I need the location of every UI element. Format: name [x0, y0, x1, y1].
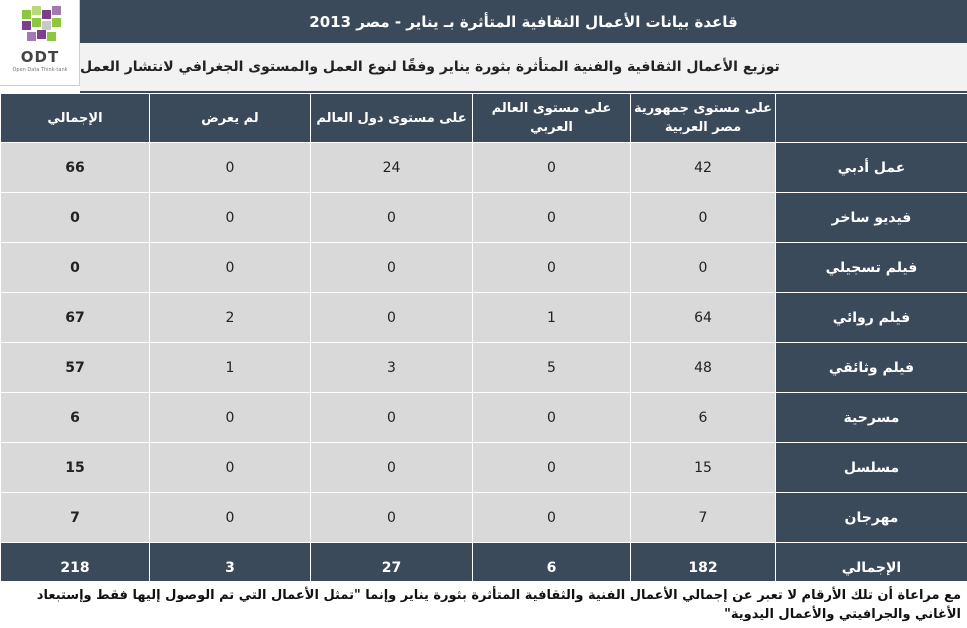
table-cell: 48: [631, 343, 776, 393]
row-label: عمل أدبي: [776, 143, 967, 193]
row-total-cell: 66: [1, 143, 150, 193]
table-cell: 7: [631, 493, 776, 543]
table-cell: 24: [311, 143, 473, 193]
table-row: [1, 343, 967, 393]
row-total-cell: 67: [1, 293, 150, 343]
table-cell: 1: [473, 293, 631, 343]
table-cell: 0: [473, 393, 631, 443]
column-header: [776, 94, 967, 143]
table-cell: 0: [150, 193, 311, 243]
table-cell: 0: [473, 143, 631, 193]
data-table: [0, 93, 967, 593]
table-cell: 0: [150, 243, 311, 293]
row-label: مسرحية: [776, 393, 967, 443]
column-header: على مستوى دول العالم: [311, 94, 473, 143]
row-label: فيديو ساخر: [776, 193, 967, 243]
table-cell: 6: [631, 393, 776, 443]
table-cell: 0: [473, 243, 631, 293]
table-cell: 1: [150, 343, 311, 393]
table-cell: 2: [150, 293, 311, 343]
table-cell: 15: [631, 443, 776, 493]
table-cell: 0: [311, 393, 473, 443]
logo-text: ODT: [20, 48, 60, 66]
footnote: مع مراعاة أن تلك الأرقام لا تعبر عن إجمالي الأعمال الفنية والثقافية المتأثرة بثورة يناير وإنما "تمثل الأعمال التي تم الوصول إليها فقط وإستبعاد الأغاني والجرافيتي والأعمال اليدوية": [0, 581, 967, 628]
total-cell: 6: [473, 543, 631, 593]
table-cell: 0: [150, 393, 311, 443]
column-header: الإجمالي: [1, 94, 150, 143]
table-row: [1, 243, 967, 293]
table-cell: 0: [311, 243, 473, 293]
table-cell: 0: [150, 143, 311, 193]
page-subtitle: توزيع الأعمال الثقافية والفنية المتأثرة بثورة يناير وفقًا لنوع العمل والمستوى الجغرافي لانتشار العمل: [80, 43, 967, 93]
grand-total-cell: 218: [1, 543, 150, 593]
column-header: على مستوى جمهورية مصر العربية: [631, 94, 776, 143]
row-total-cell: 6: [1, 393, 150, 443]
table-row: [1, 293, 967, 343]
table-header-row: [1, 94, 967, 143]
table-row: [1, 143, 967, 193]
total-cell: 27: [311, 543, 473, 593]
table-cell: 0: [311, 193, 473, 243]
table-cell: 0: [631, 243, 776, 293]
table-row: [1, 443, 967, 493]
row-label: فيلم تسجيلي: [776, 243, 967, 293]
column-header: لم يعرض: [150, 94, 311, 143]
row-label: مسلسل: [776, 443, 967, 493]
row-total-cell: 0: [1, 193, 150, 243]
row-label: فيلم روائي: [776, 293, 967, 343]
row-label: مهرجان: [776, 493, 967, 543]
table-cell: 5: [473, 343, 631, 393]
table-row: [1, 493, 967, 543]
table-cell: 0: [311, 443, 473, 493]
table-cell: 0: [311, 493, 473, 543]
total-cell: 3: [150, 543, 311, 593]
page-title: قاعدة بيانات الأعمال الثقافية المتأثرة بـ يناير - مصر 2013: [80, 0, 967, 43]
total-label: الإجمالي: [776, 543, 967, 593]
row-total-cell: 0: [1, 243, 150, 293]
table-cell: 0: [631, 193, 776, 243]
table-cell: 0: [473, 443, 631, 493]
table-row: [1, 393, 967, 443]
table-cell: 64: [631, 293, 776, 343]
odt-logo: [0, 0, 80, 86]
table-cell: 0: [150, 493, 311, 543]
table-cell: 42: [631, 143, 776, 193]
row-label: فيلم وثائقي: [776, 343, 967, 393]
row-total-cell: 57: [1, 343, 150, 393]
table-cell: 0: [473, 193, 631, 243]
table-row: [1, 193, 967, 243]
table-cell: 0: [150, 443, 311, 493]
table-cell: 0: [473, 493, 631, 543]
total-cell: 182: [631, 543, 776, 593]
column-header: على مستوى العالم العربي: [473, 94, 631, 143]
table-cell: 0: [311, 293, 473, 343]
row-total-cell: 15: [1, 443, 150, 493]
row-total-cell: 7: [1, 493, 150, 543]
table-cell: 3: [311, 343, 473, 393]
logo-cube-icon: [22, 6, 62, 46]
logo-subtext: Open Data Think-tank: [12, 67, 68, 73]
